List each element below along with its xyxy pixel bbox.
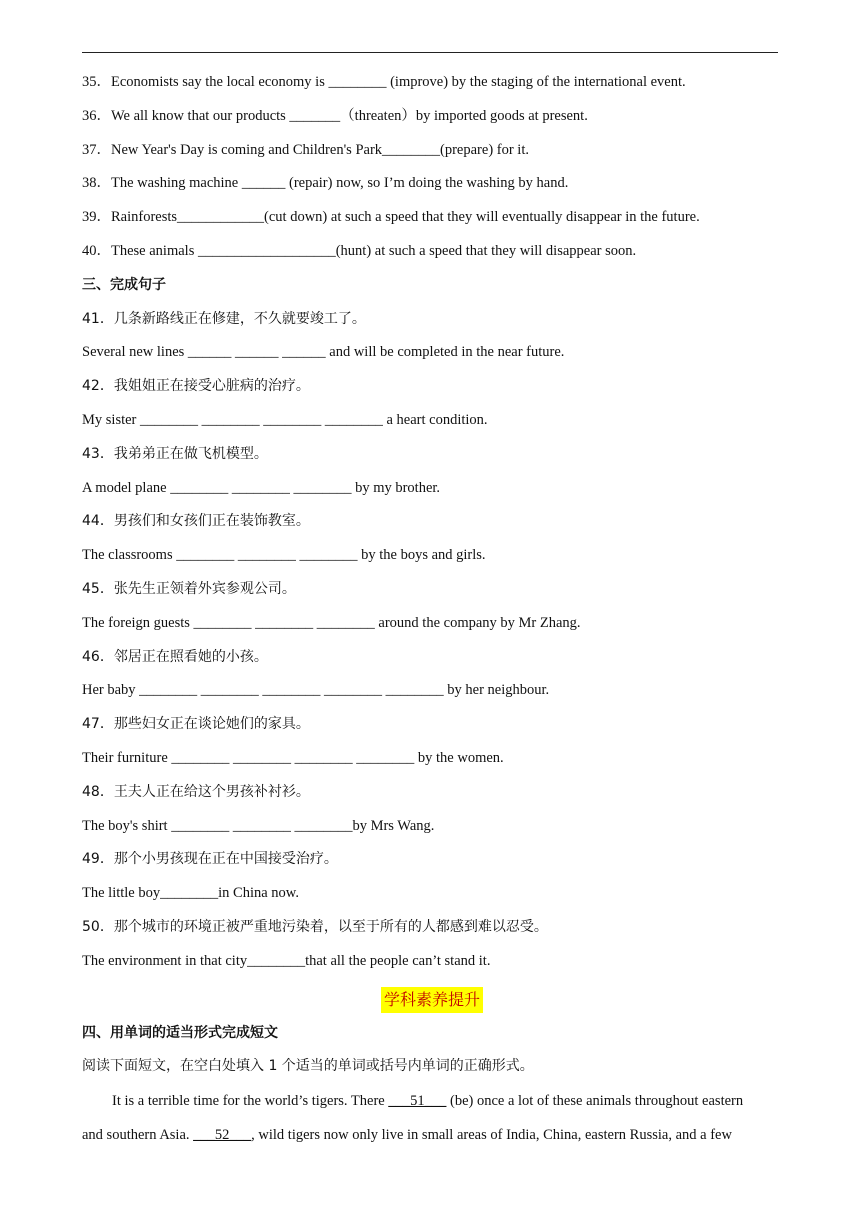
question-41-sentence: Several new lines ______ ______ ______ and will be completed in the near future. [82, 344, 565, 361]
question-48-prompt: 48．王夫人正在给这个男孩补衬衫。 [82, 783, 310, 800]
passage-line-2 [82, 1118, 782, 1152]
question-42-prompt: 42．我姐姐正在接受心脏病的治疗。 [82, 378, 310, 395]
section-4-title: 四、用单词的适当形式完成短文 [82, 1024, 278, 1041]
question-45-prompt: 45．张先生正领着外宾参观公司。 [82, 580, 296, 597]
blank-52: ___52___ [193, 1127, 252, 1144]
banner-row [82, 979, 782, 1017]
question-50-prompt: 50．那个城市的环境正被严重地污染着，以至于所有的人都感到难以忍受。 [82, 918, 548, 935]
question-41-prompt: 41．几条新路线正在修建，不久就要竣工了。 [82, 310, 366, 327]
question-43-sentence: A model plane ________ ________ ________ by my brother. [82, 479, 441, 496]
literacy-banner: 学科素养提升 [381, 987, 483, 1013]
question-44-prompt: 44．男孩们和女孩们正在装饰教室。 [82, 513, 310, 530]
question-42-sentence: My sister ________ ________ ________ ________ a heart condition. [82, 411, 488, 428]
header-rule [82, 52, 778, 53]
question-40: 40．These animals ___________________(hunt) at such a speed that they will disappear soon. [82, 242, 637, 259]
question-46-prompt: 46．邻居正在照看她的小孩。 [82, 648, 268, 665]
section-4-instruction: 阅读下面短文，在空白处填入 1 个适当的单词或括号内单词的正确形式。 [82, 1058, 534, 1075]
blank-51: ___51___ [388, 1093, 447, 1110]
passage-text: and southern Asia. [82, 1127, 194, 1144]
question-37: 37．New Year's Day is coming and Children's Park________(prepare) for it. [82, 141, 529, 158]
question-49-sentence: The little boy________in China now. [82, 885, 299, 902]
question-47-prompt: 47．那些妇女正在谈论她们的家具。 [82, 716, 310, 733]
question-45-sentence: The foreign guests ________ ________ ________ around the company by Mr Zhang. [82, 614, 581, 631]
passage-text: It is a terrible time for the world’s tigers. There [112, 1093, 389, 1110]
passage-text: , wild tigers now only live in small areas of India, China, eastern Russia, and a few [251, 1127, 732, 1144]
passage-text: (be) once a lot of these animals throughout eastern [446, 1093, 744, 1110]
question-39: 39．Rainforests____________(cut down) at such a speed that they will eventually disappear in the future. [82, 209, 700, 226]
section-3-title: 三、完成句子 [82, 276, 166, 293]
question-44-sentence: The classrooms ________ ________ ________ by the boys and girls. [82, 547, 486, 564]
question-49-prompt: 49．那个小男孩现在正在中国接受治疗。 [82, 851, 338, 868]
question-47-sentence: Their furniture ________ ________ ________ ________ by the women. [82, 749, 504, 766]
question-36: 36．We all know that our products _______（threaten）by imported goods at present. [82, 107, 588, 124]
question-48-sentence: The boy's shirt ________ ________ ________by Mrs Wang. [82, 817, 435, 834]
passage-line-1 [82, 1084, 782, 1118]
question-50-sentence: The environment in that city________that all the people can’t stand it. [82, 952, 491, 969]
question-43-prompt: 43．我弟弟正在做飞机模型。 [82, 445, 268, 462]
question-38: 38．The washing machine ______ (repair) now, so I’m doing the washing by hand. [82, 175, 569, 192]
worksheet-content [82, 66, 782, 1152]
question-35: 35．Economists say the local economy is ________ (improve) by the staging of the international event. [82, 74, 686, 90]
question-46-sentence: Her baby ________ ________ ________ ________ ________ by her neighbour. [82, 682, 550, 699]
